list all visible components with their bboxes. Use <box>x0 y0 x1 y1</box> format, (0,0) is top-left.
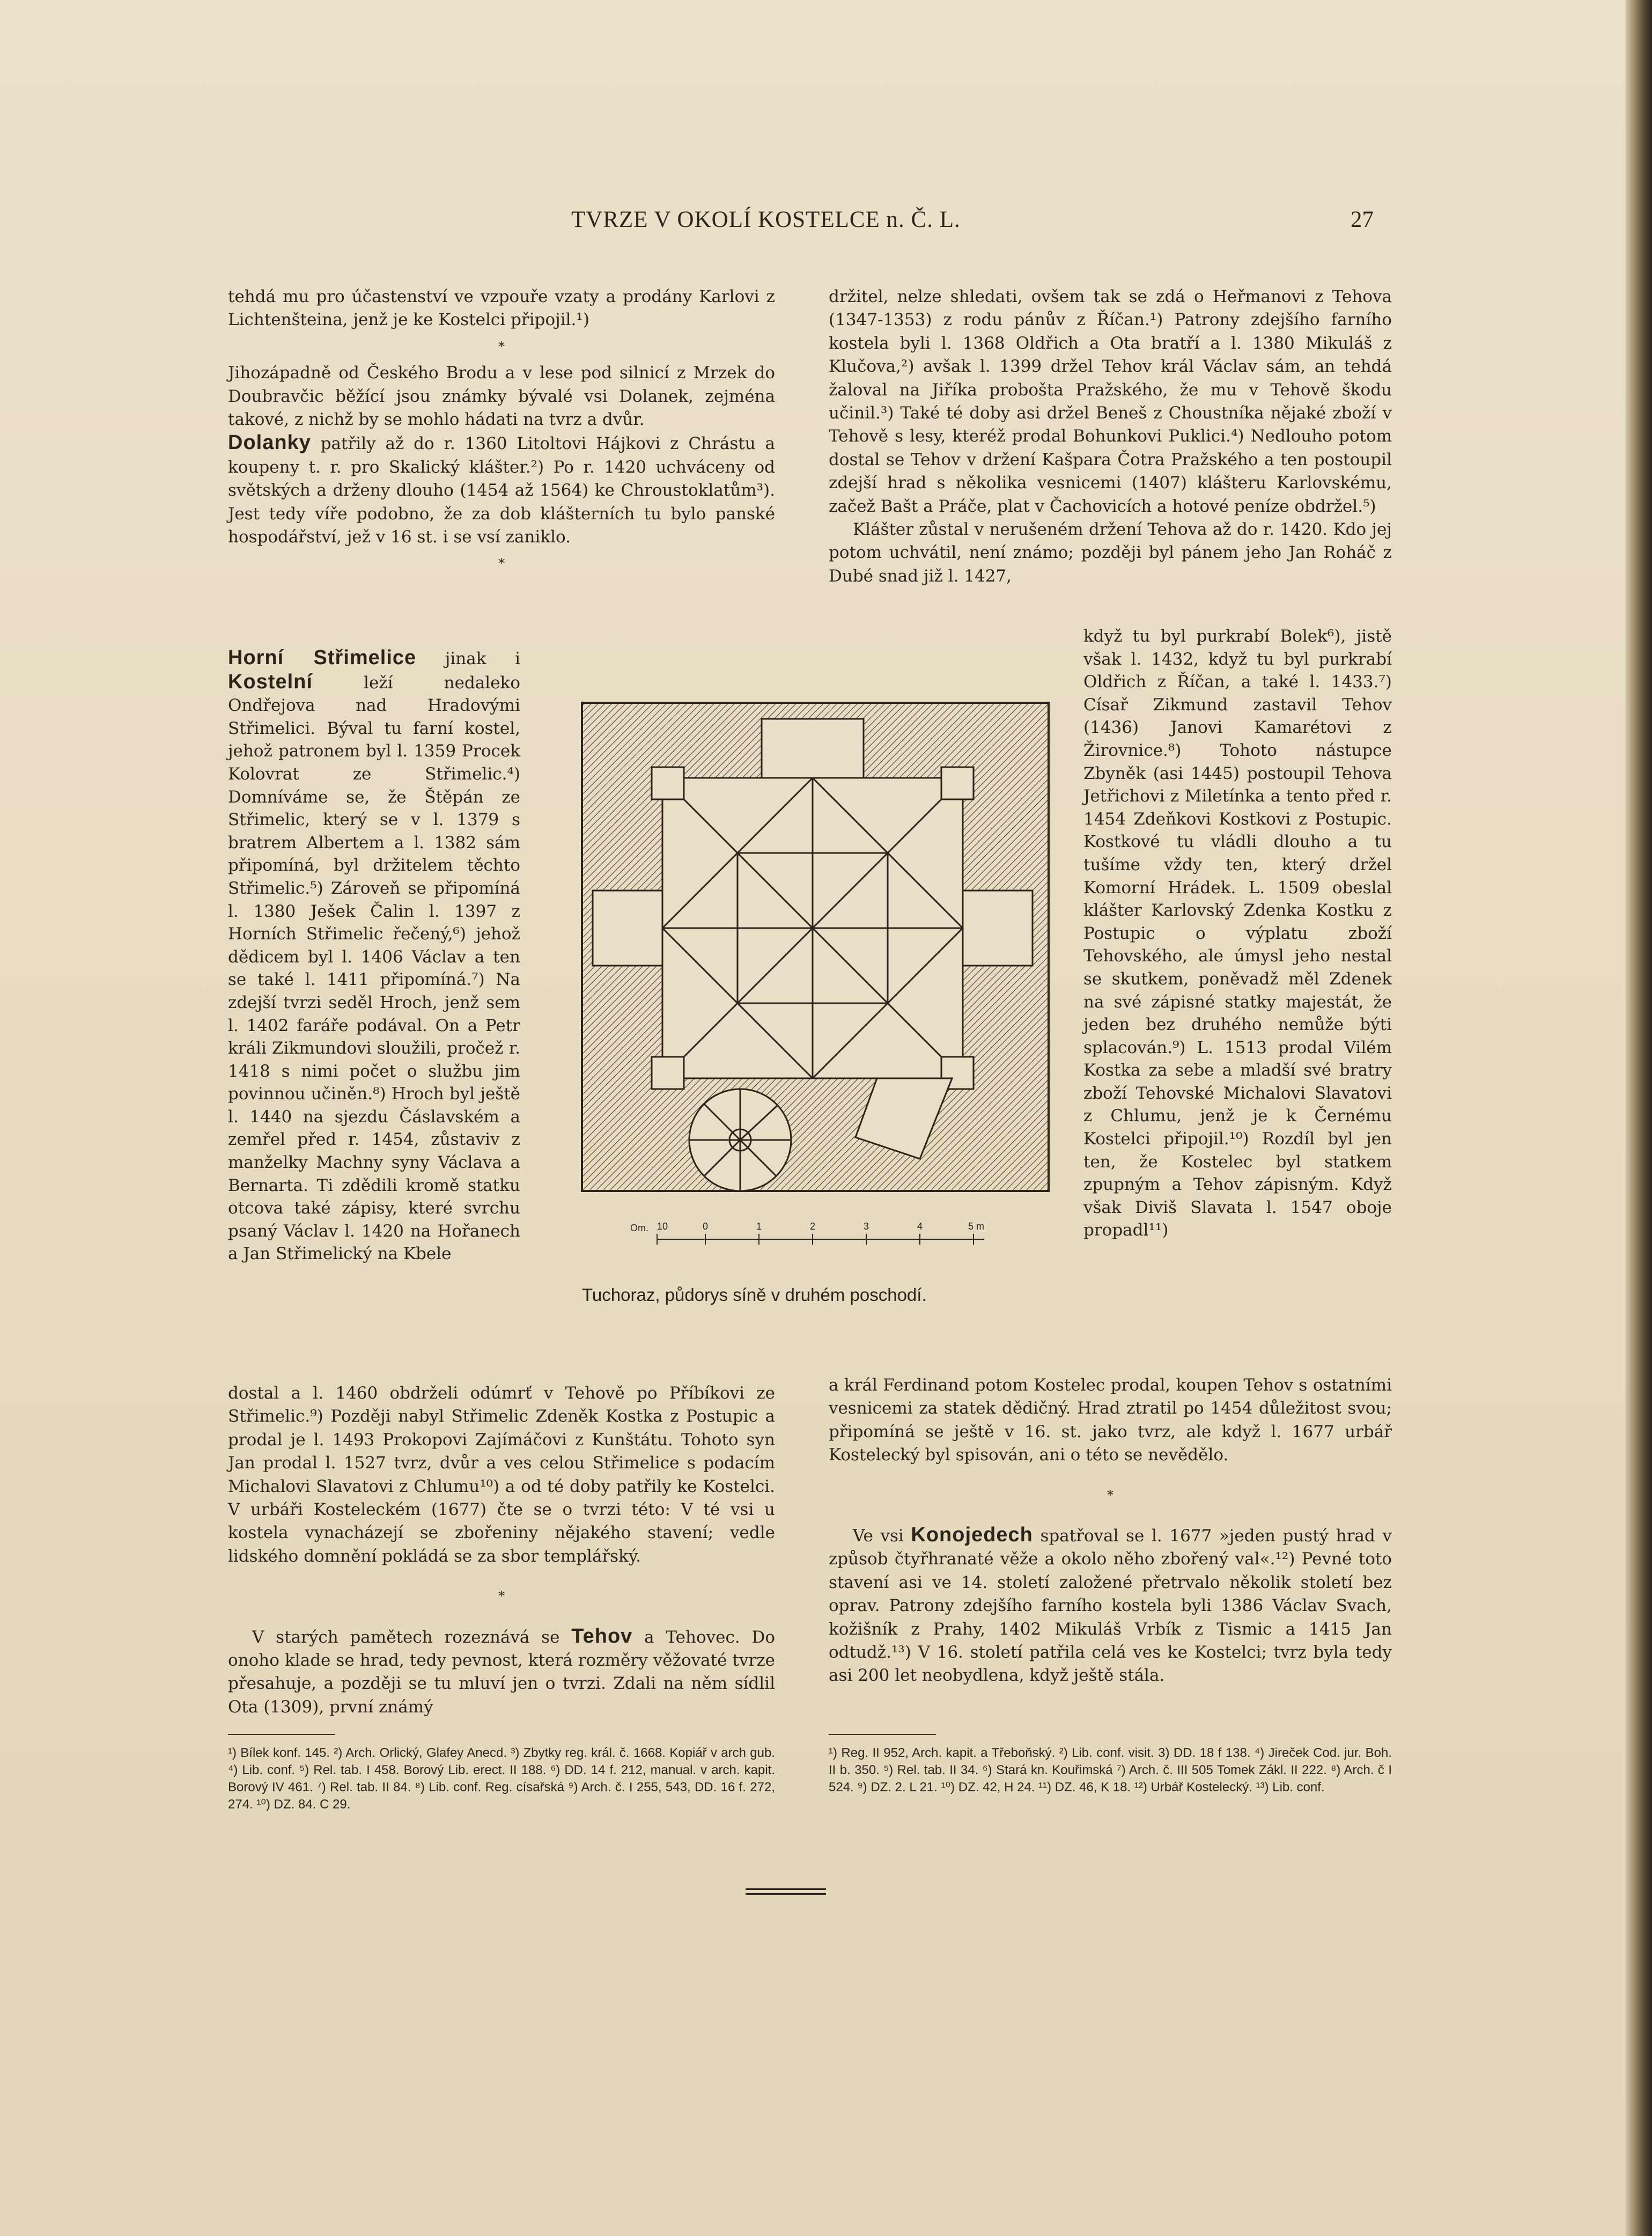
left-column-top <box>228 285 775 579</box>
paragraph: V starých pamětech rozeznává se Tehov a Tehovec. Do onoho klade se hrad, tedy pevnost, která rozměry věžovaté tvrze přesahuje, a později se tu mluví jen o tvrzi. Zdali na něm sídlil Ota (1309), první známý <box>228 1624 775 1717</box>
scale-tick-label: 10 <box>657 1221 668 1232</box>
scale-tick-label: 3 <box>864 1221 869 1232</box>
right-niche <box>963 891 1032 966</box>
scale-tick-label: 1 <box>756 1221 762 1232</box>
section-separator: * <box>498 556 505 571</box>
paragraph: Jihozápadně od Českého Brodu a v lese pod silnicí z Mrzek do Doubravčic běžící jsou známky bývalé vsi Dolanek, zejména takové, z nichž by se mohlo hádati na tvrz a dvůr. <box>228 363 775 430</box>
figure-caption: Tuchoraz, půdorys síně v druhém poschodí. <box>582 1285 927 1305</box>
left-column-bottom <box>228 1365 775 1735</box>
left-niche <box>593 891 662 966</box>
paragraph: tehdá mu pro účastenství ve vzpouře vzaty a prodány Karlovi z Lichtenšteina, jenž je ke Kostelci připojil.¹) <box>228 287 775 330</box>
vault-ribs <box>662 778 963 1078</box>
scale-tick-label: 2 <box>810 1221 816 1232</box>
paragraph: Dolanky patřily až do r. 1360 Litoltovi Hájkovi z Chrástu a koupeny t. r. pro Skalický klášter.²) Po r. 1420 uchváceny od světských a drženy dlouho (1454 až 1564) ke Chroustoklatům³). Jest tedy víře podobno, že za dob klášterních tu bylo panské hospodářství, jež v 16 st. i se vsí zaniklo. <box>228 431 775 547</box>
footnotes-left: ¹) Bílek konf. 145. ²) Arch. Orlický, Glafey Anecd. ³) Zbytky reg. král. č. 1668. Kopiář v arch gub. ⁴) Lib. conf. ⁵) Rel. tab. I 458. Borový Lib. erect. II 188. ⁶) DD. 14 f. 212, manual. v arch. kapit. Borový IV 461. ⁷) Rel. tab. II 84. ⁸) Lib. conf. Reg. císařská ⁹) Arch. č. I 255, 543, DD. 16 f. 272, 274. ¹⁰) DZ. 84. C 29. <box>228 1746 775 1812</box>
paragraph: a král Ferdinand potom Kostelec prodal, koupen Tehov s ostatními vesnicemi za statek dědičný. Hrad ztratil po 1454 důležitost svou; připomíná se ještě v 16. st. jako tvrz, ale když l. 1677 urbář Kostelecký byl spisován, ani o této se nevědělo. <box>829 1376 1392 1465</box>
footnotes-right: ¹) Reg. II 952, Arch. kapit. a Třeboňský. ²) Lib. conf. visit. 3) DD. 18 f 138. ⁴) Jireček Cod. jur. Boh. II b. 350. ⁵) Rel. tab. II 34. ⁶) Stará kn. Kouřimská ⁷) Arch. č. III 505 Tomek Zákl. II 222. ⁸) Arch. č I 524. ⁹) DZ. 2. L 21. ¹⁰) DZ. 42, H 24. ¹¹) DZ. 46, K 18. ¹²) Urbář Kostelecký. ¹³) Lib. conf. <box>829 1746 1392 1794</box>
keyword-horni-strimelice: Horní Střimelice <box>228 646 417 669</box>
paragraph: dostal a l. 1460 obdrželi odúmrť v Tehově po Příbíkovi ze Střimelic.⁹) Později nabyl Střimelic Zdeněk Kostka z Postupic a prodal je l. 1493 Prokopovi Zajímáčovi z Kunštátu. Tohoto syn Jan prodal l. 1527 tvrz, dvůr a ves celou Střimelice s podacím Michalovi Slavatovi z Chlumu¹⁰) a od té doby patřily ke Kostelci. V urbáři Kosteleckém (1677) čte se o tvrzi této: V té vsi u kostela vynacházejí se zbořeniny nějakého stavení; vedle lidského domnění pokládá se za sbor templářský. <box>228 1384 775 1566</box>
keyword-kostelni: Kostelní <box>228 670 313 693</box>
scale-tick-label: 4 <box>917 1221 923 1232</box>
paragraph: držitel, nelze shledati, ovšem tak se zdá o Heřmanovi z Tehova (1347-1353) z rodu pánův z Říčan.¹) Patrony zdejšího farního kostela byli l. 1368 Oldřich a Ota bratří a l. 1380 Mikuláš z Klučova,²) avšak l. 1399 držel Tehov král Václav sám, an tehdá žaloval na Jiříka probošta Pražského, že mu v Tehově škodu učinil.³) Také té doby asi držel Beneš z Choustníka nějaké zboží v Tehově s lesy, kteréž prodal Bohunkovi Puklici.⁴) Nedlouho potom dostal se Tehov v držení Kašpara Čotra Pražského a ten postoupil zdejší hrad s několika vesnicemi (1407) klášteru Karlovskému, začež Bašt a Práče, plat v Čachovicích a hotové peníze obdržel.⁵) <box>829 287 1392 516</box>
paragraph: Ve vsi Konojedech spatřoval se l. 1677 »jeden pustý hrad v způsob čtyřhranaté věže a okolo něho zbořený val«.¹²) Pevné toto stavení asi ve 14. století založené přetrvalo několik století bez oprav. Patrony zdejšího farního kostela byli 1386 Václav Svach, kožišník z Prahy, 1402 Mikuláš Vrbík z Tismic a 1415 Jan odtudž.¹³) V 16. století patřila celá ves ke Kostelci; tvrz byla tedy asi 200 let neobydlena, když ještě stála. <box>829 1524 1392 1686</box>
page-number: 27 <box>1351 207 1374 232</box>
floor-plan-figure <box>577 697 1054 1282</box>
spiral-staircase <box>689 1089 791 1191</box>
right-column-bottom <box>829 1357 1392 1704</box>
paragraph: Klášter zůstal v nerušeném držení Tehova až do r. 1420. Kdo jej potom uchvátil, není známo; později byl pánem jeho Jan Roháč z Dubé snad již l. 1427, <box>829 520 1392 586</box>
scale-tick-label: 5 m <box>968 1221 985 1232</box>
footnote-rule <box>228 1734 335 1735</box>
end-ornament-rule <box>746 1888 826 1898</box>
section-separator: * <box>1107 1487 1113 1503</box>
footnote-rule <box>829 1734 936 1735</box>
scale-bar <box>657 1234 984 1245</box>
section-separator: * <box>498 1588 505 1604</box>
top-niche <box>762 719 864 778</box>
keyword-tehov: Tehov <box>571 1624 633 1647</box>
left-narrow-column: Horní Střimelice jinak i Kostelní leží nedaleko Ondřejova nad Hradovými Střimelici. Býval tu farní kostel, jehož patronem byl l. 1359 Procek Kolovrat ze Střimelic.⁴) Domníváme se, že Štěpán ze Střimelic, který se v l. 1379 s bratrem Albertem a l. 1382 sám připomíná, byl držitelem těchto Střimelic.⁵) Zároveň se připomíná l. 1380 Ješek Čalin l. 1397 z Horních Střimelic řečený,⁶) jehož dědicem byl l. 1406 Václav a ten se také l. 1411 připomíná.⁷) Na zdejší tvrzi seděl Hroch, jenž sem l. 1402 faráře podával. On a Petr králi Zikmundovi sloužili, pročež r. 1418 s nimi počet o službu jim povinnou učiněn.⁸) Hroch byl ještě l. 1440 na sjezdu Čáslavském a zemřel před r. 1454, zůstaviv z manželky Machny syny Václava a Bernarta. Ti zdědili kromě statku otcova také zápisy, které svrchu psaný Václav l. 1420 na Hořanech a Jan Střimelický na Kbele <box>228 646 520 1264</box>
section-separator: * <box>498 339 505 354</box>
keyword-konojedech: Konojedech <box>911 1524 1033 1547</box>
right-column-top <box>829 285 1392 588</box>
scale-tick-label: 0 <box>703 1221 709 1232</box>
running-header: TVRZE V OKOLÍ KOSTELCE n. Č. L. <box>571 207 961 232</box>
right-narrow-column: když tu byl purkrabí Bolek⁶), jistě však l. 1432, když tu byl purkrabí Oldřich z Říčan, a také l. 1433.⁷) Císař Zikmund zastavil Tehov (1436) Janovi Kamarétovi z Žirovnice.⁸) Tohoto nástupce Zbyněk (asi 1445) postoupil Tehova Jetřichovi z Miletínka a tento před r. 1454 Zdeňkovi Kostkovi z Postupic. Kostkové tu vládli dlouho a tu tušíme vždy ten, který držel Komorní Hrádek. L. 1509 obeslal klášter Karlovský Zdenka Kostku z Postupic o výplatu zboží Tehovského, ale úmysl jeho nestal se skutkem, poněvadž měl Zdenek na své zápisné statky majestát, že jeden bez druhého nemůže býti splacován.⁹) L. 1513 prodal Vilém Kostka za sebe a mladší své bratry zboží Tehovské Michalovi Slavatovi z Chlumu, jenž je k Černému Kostelci připojil.¹⁰) Rozdíl byl jen ten, že Kostelec byl statkem zpupným a Tehov zápisným. Když však Diviš Slavata l. 1547 oboje propadl¹¹) <box>1083 627 1392 1240</box>
book-spine <box>1625 0 1652 2236</box>
keyword-dolanky: Dolanky <box>228 431 311 454</box>
scale-unit-label: Om. <box>630 1223 648 1233</box>
